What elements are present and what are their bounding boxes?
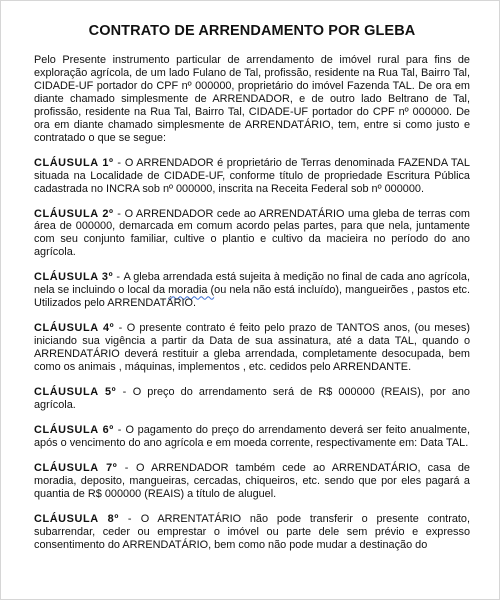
clause-1-text: O ARRENDADOR é proprietário de Terras denominada FAZENDA TAL situada na Localidade de CIDADE-UF, conforme título de propriedade Escritura Pública cadastrada no INCRA sob nº 000000, inscrita na Receita Federal sob nº 000000. xyxy=(34,156,470,195)
clause-6-label: CLÁUSULA 6º xyxy=(34,423,114,436)
clause-8-text: O ARRENTATÁRIO não pode transferir o presente contrato, subarrendar, ceder ou emprestar o imóvel ou parte dele sem prévio e expresso consentimento do ARRENDATÁRIO, bem como não pode mudar a destinação do xyxy=(34,512,471,551)
clause-1-separator: - xyxy=(113,156,125,169)
clause-6 xyxy=(34,424,470,450)
clause-3-text-after: ou nela não está incluído), mangueirões , pastos etc. Utilizados pelo ARRENDATÁRIO. xyxy=(34,284,470,310)
clause-7-text: O ARRENDADOR também cede ao ARRENDATÁRIO, casa de moradia, deposito, mangueiras, cercadas, chiqueiros, etc. sendo que por eles pagará a quantia de R$ 000000 (REAIS) a título de aluguel. xyxy=(34,461,470,500)
clause-2-separator: - xyxy=(113,207,125,220)
clause-3-label: CLÁUSULA 3º xyxy=(34,271,114,284)
clause-5-label: CLÁUSULA 5º xyxy=(34,386,117,399)
clause-1 xyxy=(34,157,470,196)
clause-3 xyxy=(34,271,470,310)
clause-3-separator: - xyxy=(113,271,124,284)
clause-8 xyxy=(34,513,470,552)
clause-5-separator: - xyxy=(116,386,133,399)
contract-intro: Pelo Presente instrumento particular de arrendamento de imóvel rural para fins de exploração agrícola, de um lado Fulano de Tal, profissão, residente na Rua Tal, Bairro Tal, CIDADE-UF portador do CPF nº 000000, proprietário do imóvel Fazenda TAL. De ora em diante chamado simplesmente de ARRENDADOR, e de outro lado Beltrano de Tal, profissão, residente na Rua Tal, Bairro Tal, CIDADE-UF portador do CPF nº 000000. De ora em diante chamado simplesmente de ARRENDATÁRIO, tem, entre si como justo e contratado o que se segue: xyxy=(34,54,470,144)
clause-8-label: CLÁUSULA 8º xyxy=(34,512,119,525)
clause-8-separator: - xyxy=(118,512,141,525)
clause-6-separator: - xyxy=(113,423,126,436)
clause-2-label: CLÁUSULA 2º xyxy=(34,207,114,220)
clause-1-label: CLÁUSULA 1º xyxy=(34,156,114,169)
clause-7 xyxy=(34,462,470,501)
clause-7-separator: - xyxy=(117,461,136,474)
document-title: CONTRATO DE ARRENDAMENTO POR GLEBA xyxy=(88,23,416,39)
clause-4 xyxy=(34,322,470,374)
clause-5-text: O preço do arrendamento será de R$ 000000 (REAIS), por ano agrícola. xyxy=(34,386,470,411)
clause-6-text: O pagamento do preço do arrendamento deverá ser feito anualmente, após o vencimento do ano agrícola e em moeda corrente, respectivamente em: Data TAL. xyxy=(34,423,470,449)
clause-2 xyxy=(34,208,470,260)
clause-5 xyxy=(34,386,470,412)
clause-7-label: CLÁUSULA 7º xyxy=(34,461,118,474)
clause-4-label: CLÁUSULA 4º xyxy=(34,322,115,335)
spelling-flag[interactable]: moradia ( xyxy=(168,284,215,297)
clause-2-text: O ARRENDADOR cede ao ARRENDATÁRIO uma gleba de terras com área de 000000, demarcada em comum acordo pelas partes, para que nela, juntamente com seu conjunto familiar, cultive o plantio e cultivo da macieira no período do ano agrícola. xyxy=(34,207,470,259)
clause-4-text: O presente contrato é feito pelo prazo de TANTOS anos, (ou meses) iniciando sua vigência a partir da Data de sua assinatura, até a data TAL, quando o ARRENDATÁRIO deverá restituir a gleba arrendada, completamente desocupada, bem como os animais , máquinas, implementos , etc. cedidos pelo ARRENDANTE. xyxy=(34,322,470,374)
clause-3-text-before: A gleba arrendada está sujeita à medição no final de cada ano agrícola, nela se incluindo o local da xyxy=(34,271,470,297)
clause-4-separator: - xyxy=(114,322,127,335)
document-page xyxy=(34,23,470,564)
